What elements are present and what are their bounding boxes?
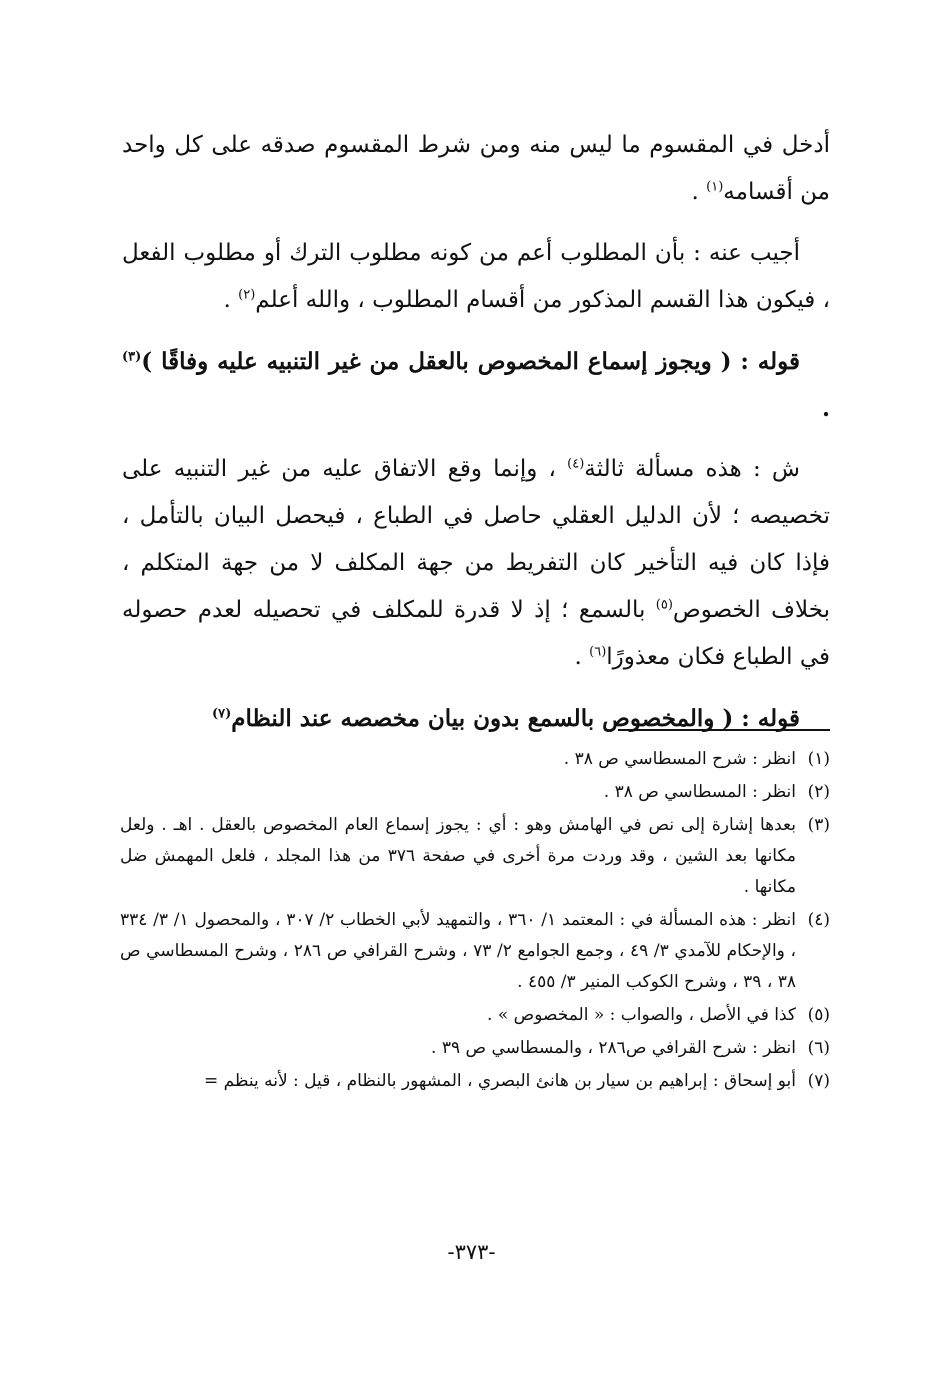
footnote-ref[interactable]: (١) (706, 179, 724, 195)
footnote-text: انظر : المسطاسي ص ٣٨ . (603, 782, 796, 802)
footnotes (120, 744, 830, 1099)
main-text (122, 122, 830, 756)
footnote-3 (120, 810, 830, 903)
footnote-number: (٦) (807, 1038, 830, 1058)
footnote-1 (120, 744, 830, 775)
paragraph-text: بالسمع ؛ إذ لا قدرة للمكلف في تحصيله لعدم حصوله في الطباع فكان معذورًا (122, 597, 830, 670)
footnote-number: (٢) (807, 782, 830, 802)
footnote-ref[interactable]: (٥) (655, 597, 673, 613)
footnote-text: انظر : شرح القرافي ص٢٨٦ ، والمسطاسي ص ٣٩ . (431, 1038, 796, 1058)
footnote-6 (120, 1033, 830, 1064)
footnote-text: أبو إسحاق : إبراهيم بن سيار بن هانئ البصري ، المشهور بالنظام ، قيل : لأنه ينظم = (203, 1071, 796, 1091)
footnote-ref[interactable]: (٤) (567, 456, 585, 472)
footnote-ref[interactable]: (٢) (238, 287, 256, 303)
quote-heading-2 (122, 695, 830, 742)
footnote-4 (120, 905, 830, 998)
footnote-text: كذا في الأصل ، والصواب : « المخصوص » . (487, 1005, 796, 1025)
paragraph-text: ، وإنما وقع الاتفاق عليه من غير التنبيه على تخصيصه ؛ لأن الدليل العقلي حاصل في الطباع ، فيحصل البيان بالتأمل ، فإذا كان فيه التأخير كان التفريط من جهة المكلف لا من جهة المتكلم ، بخلاف الخصوص (122, 456, 830, 623)
footnote-number: (٥) (807, 1005, 830, 1025)
footnote-ref[interactable]: (٣) (122, 349, 142, 365)
footnote-number: (١) (807, 749, 830, 769)
footnote-5 (120, 1000, 830, 1031)
paragraph-2 (122, 230, 830, 324)
paragraph-tail: . (223, 287, 239, 313)
paragraph-tail: . (821, 395, 830, 422)
footnote-2 (120, 777, 830, 808)
quote-heading-1 (122, 338, 830, 432)
footnote-text: انظر : هذه المسألة في : المعتمد ١/ ٣٦٠ ، والتمهيد لأبي الخطاب ٢/ ٣٠٧ ، والمحصول ١/ ٣/ ٣٣٤ ، والإحكام للآمدي ٣/ ٤٩ ، وجمع الجوامع ٢/ ٧٣ ، وشرح القرافي ص ٢٨٦ ، وشرح المسطاسي ص ٣٨ ، ٣٩ ، وشرح الكوكب المنير ٣/ ٤٥٥ . (120, 910, 797, 992)
footnote-7 (120, 1066, 830, 1097)
paragraph-1 (122, 122, 830, 216)
paragraph-3 (122, 446, 830, 681)
quote-text: قوله : ( والمخصوص بالسمع بدون بيان مخصصه عند النظام (231, 705, 800, 732)
footnote-number: (٤) (807, 910, 830, 930)
footnote-ref[interactable]: (٦) (589, 644, 607, 660)
footnote-text: انظر : شرح المسطاسي ص ٣٨ . (563, 749, 796, 769)
paragraph-text: ش : هذه مسألة ثالثة (584, 456, 800, 482)
footnote-separator (618, 729, 830, 731)
paragraph-tail: . (574, 644, 590, 670)
page-number: -٣٧٣- (447, 1240, 496, 1264)
footnote-text: بعدها إشارة إلى نص في الهامش وهو : أي : يجوز إسماع العام المخصوص بالعقل . اهـ . ولعل مكانها بعد الشين ، وقد وردت مرة أخرى في صفحة ٣٧٦ من هذا المجلد ، فلعل المهمش ضل مكانها . (120, 815, 796, 897)
paragraph-tail: . (691, 179, 707, 205)
footnote-number: (٧) (807, 1071, 830, 1091)
footnote-ref[interactable]: (٧) (212, 706, 232, 722)
paragraph-text: أدخل في المقسوم ما ليس منه ومن شرط المقسوم صدقه على كل واحد من أقسامه (122, 132, 830, 205)
paragraph-text: أجيب عنه : بأن المطلوب أعم من كونه مطلوب الترك أو مطلوب الفعل ، فيكون هذا القسم المذكور من أقسام المطلوب ، والله أعلم (122, 240, 830, 313)
footnote-number: (٣) (807, 815, 830, 835)
quote-text: قوله : ( ويجوز إسماع المخصوص بالعقل من غير التنبيه عليه وفاقًا ) (141, 348, 800, 375)
